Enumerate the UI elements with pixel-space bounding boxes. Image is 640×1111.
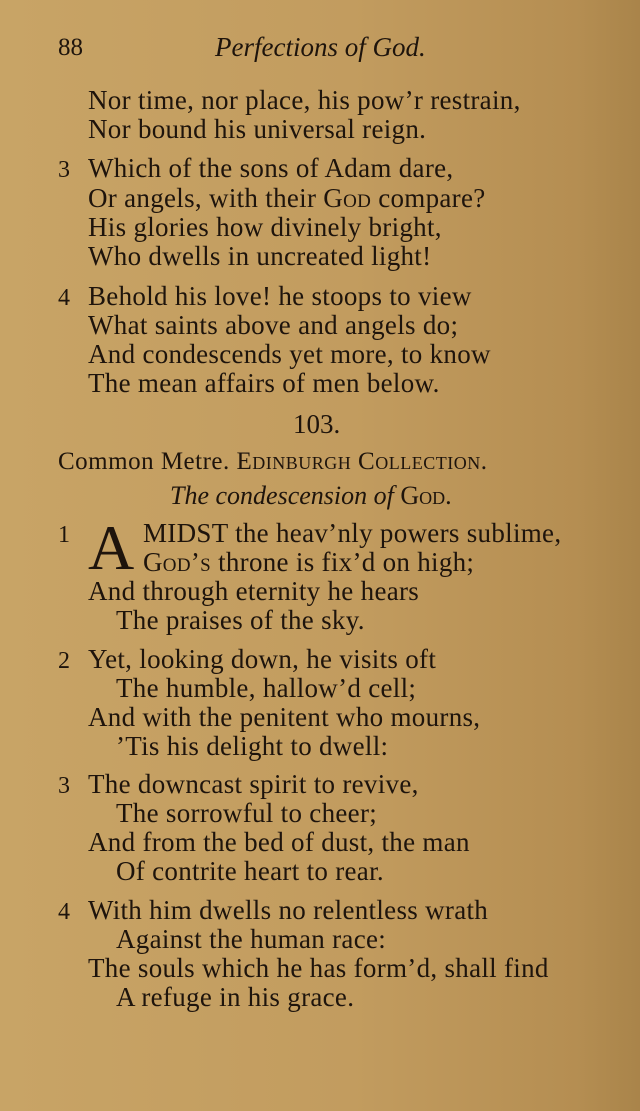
hymn-meter-line bbox=[58, 448, 487, 476]
verse-line: ’Tis his delight to dwell: bbox=[116, 731, 389, 761]
verse-line: A refuge in his grace. bbox=[116, 982, 355, 1012]
verse-line: Nor bound his universal reign. bbox=[88, 114, 427, 144]
meter-label: Common Metre. bbox=[58, 448, 230, 475]
verse-line: Which of the sons of Adam dare, bbox=[88, 153, 454, 183]
verse-line-rest: throne is fix’d on high; bbox=[218, 547, 475, 577]
stanza-number: 1 bbox=[58, 522, 70, 548]
verse-line: Of contrite heart to rear. bbox=[116, 856, 384, 886]
subtitle-text: The condescension of bbox=[170, 481, 394, 510]
stanza-number: 2 bbox=[58, 648, 70, 674]
verse-line: Who dwells in uncreated light! bbox=[88, 241, 432, 271]
verse-line: MIDST the heav’nly powers sublime, bbox=[143, 518, 562, 548]
verse-line: The praises of the sky. bbox=[116, 605, 365, 635]
stanza-number: 4 bbox=[58, 899, 70, 925]
verse-line: His glories how divinely bright, bbox=[88, 212, 442, 242]
verse-line: The mean affairs of men below. bbox=[88, 368, 440, 398]
verse-line bbox=[143, 547, 474, 577]
verse-line: With him dwells no relentless wrath bbox=[88, 895, 489, 925]
verse-line: The downcast spirit to revive, bbox=[88, 769, 419, 799]
verse-line: Or angels, with their God compare? bbox=[88, 183, 486, 213]
verse-line: The souls which he has form’d, shall find bbox=[88, 953, 549, 983]
verse-line: And from the bed of dust, the man bbox=[88, 827, 470, 857]
running-title: Perfections of God. bbox=[215, 32, 426, 62]
stanza-number: 4 bbox=[58, 285, 70, 311]
verse-line: And through eternity he hears bbox=[88, 576, 420, 606]
hymn-number: 103. bbox=[293, 409, 341, 439]
verse-line: Nor time, nor place, his pow’r restrain, bbox=[88, 85, 521, 115]
verse-line: And condescends yet more, to know bbox=[88, 339, 491, 369]
verse-line: Behold his love! he stoops to view bbox=[88, 281, 472, 311]
verse-line: What saints above and angels do; bbox=[88, 310, 459, 340]
page-number: 88 bbox=[58, 34, 83, 61]
verse-line: And with the penitent who mourns, bbox=[88, 702, 481, 732]
subtitle-name: God. bbox=[400, 481, 452, 510]
divine-name: God’s bbox=[143, 547, 211, 577]
drop-cap: A bbox=[88, 512, 135, 583]
verse-line: The sorrowful to cheer; bbox=[116, 798, 378, 828]
verse-line: The humble, hallow’d cell; bbox=[116, 673, 417, 703]
verse-line: Yet, looking down, he visits oft bbox=[88, 644, 437, 674]
verse-line: Against the human race: bbox=[116, 924, 387, 954]
source-label: Edinburgh Collection. bbox=[236, 448, 488, 475]
stanza-number: 3 bbox=[58, 157, 70, 183]
stanza-number: 3 bbox=[58, 773, 70, 799]
hymn-subtitle bbox=[170, 481, 452, 511]
